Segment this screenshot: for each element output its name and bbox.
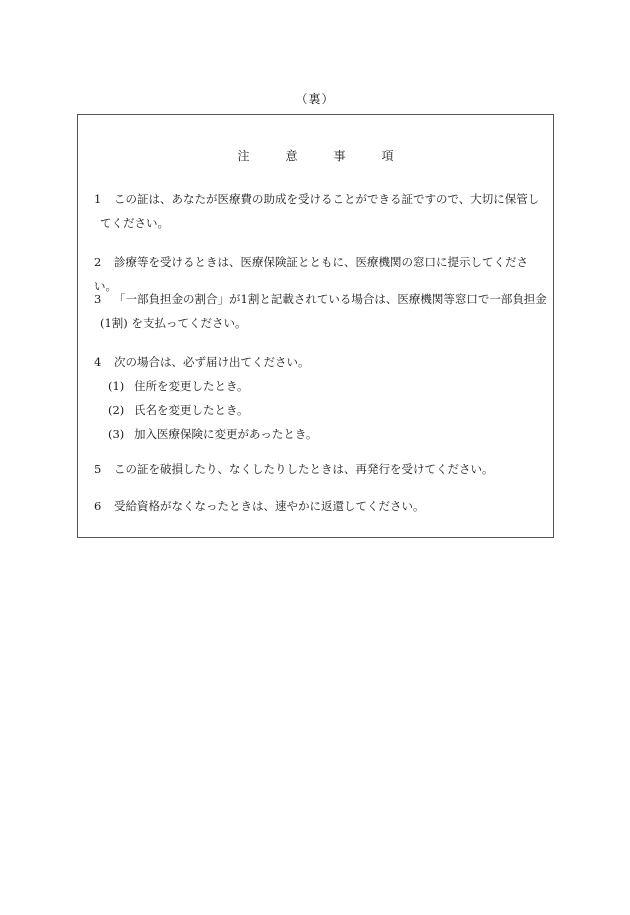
item-number: 4 [94,355,102,369]
item-text-continued: てください。 [100,216,169,230]
notice-title [78,147,553,164]
subitem-text: 加入医療保険に変更があったとき。 [134,427,318,441]
item-text: 受給資格がなくなったときは、速やかに返還してください。 [114,499,425,513]
item-number: 1 [94,192,102,206]
notice-title-char: 事 [333,149,346,163]
notice-title-char: 注 [237,149,250,163]
item-number: 3 [94,292,102,306]
item-number: 2 [94,255,102,269]
notice-subitem-2 [108,398,538,422]
subitem-number: (3) [108,427,125,441]
item-text: この証を破損したり、なくしたりしたときは、再発行を受けてください。 [114,462,494,476]
item-number: 6 [94,499,102,513]
item-text: この証は、あなたが医療費の助成を受けることができる証ですので、大切に保管し [114,192,540,206]
notice-item-4 [94,350,550,374]
notice-title-char: 項 [381,149,394,163]
subitem-number: (1) [108,379,125,393]
notice-item-1 [94,187,550,235]
notice-item-6 [94,494,550,518]
item-text-continued: (1割) を支払ってください。 [100,316,247,330]
notice-item-5 [94,457,550,481]
item-text: 診療等を受けるときは、医療保険証とともに、医療機関の窓口に提示してください。 [94,255,528,293]
notice-subitem-1 [108,374,538,398]
notice-item-3 [94,287,550,335]
subitem-number: (2) [108,403,125,417]
notice-box [77,114,554,538]
notice-title-char: 意 [285,149,298,163]
item-text: 「一部負担金の割合」が1割と記載されている場合は、医療機関等窓口で一部負担金 [114,292,547,306]
notice-subitem-3 [108,422,538,446]
item-number: 5 [94,462,102,476]
subitem-text: 住所を変更したとき。 [134,379,249,393]
item-text: 次の場合は、必ず届け出てください。 [114,355,310,369]
subitem-text: 氏名を変更したとき。 [134,403,249,417]
side-label: （裏） [295,92,335,106]
